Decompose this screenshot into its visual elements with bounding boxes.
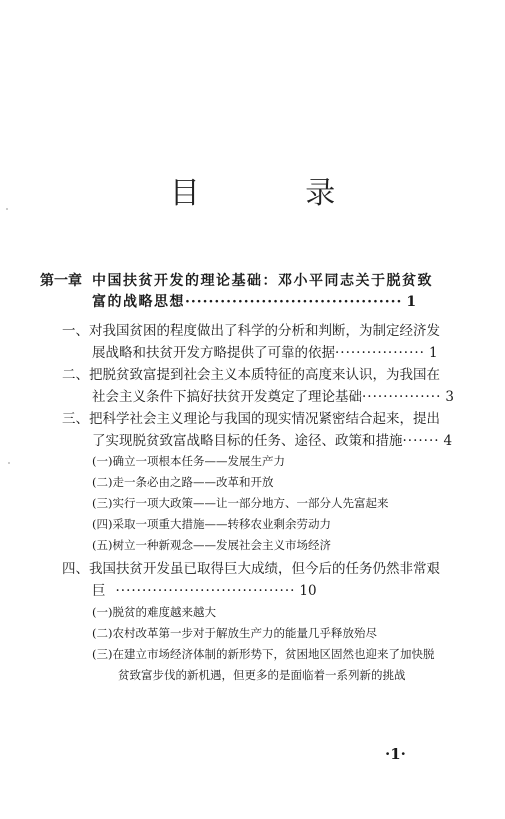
page-number: 4 xyxy=(443,433,453,449)
chapter-label: 第一章 xyxy=(40,273,82,289)
scan-speck xyxy=(6,208,8,210)
page-title: 目 录 xyxy=(169,176,384,211)
toc-entry-2-line1: 二、把脱贫致富提到社会主义本质特征的高度来认识，为我国在 xyxy=(62,367,440,383)
scan-speck xyxy=(8,462,10,464)
toc-subentry: (五)树立一种新观念——发展社会主义市场经济 xyxy=(92,538,331,552)
toc-entry-3-line2: 了实现脱贫致富战略目标的任务、途径、政策和措施······· 4 xyxy=(92,433,453,449)
page-number: 3 xyxy=(445,389,454,405)
toc-entry-3-line1: 三、把科学社会主义理论与我国的现实情况紧密结合起来，提出 xyxy=(62,411,440,427)
toc-subentry: (一)确立一项根本任务——发展生产力 xyxy=(92,454,285,468)
leader-dots: ·································· xyxy=(115,583,296,599)
chapter-title-line1: 中国扶贫开发的理论基础：邓小平同志关于脱贫致 xyxy=(92,273,433,289)
toc-subentry: (二)农村改革第一步对于解放生产力的能量几乎释放殆尽 xyxy=(92,626,377,640)
toc-subentry: (三)实行一项大政策——让一部分地方、一部分人先富起来 xyxy=(92,496,389,510)
toc-subentry: (一)脱贫的难度越来越大 xyxy=(92,605,216,619)
leader-dots: ····································· xyxy=(185,294,403,310)
page-number: 10 xyxy=(299,583,317,599)
toc-entry-4-line2: 巨 ·································· 10 xyxy=(92,583,317,599)
leader-dots: ······· xyxy=(402,433,440,449)
toc-entry-2-line2: 社会主义条件下搞好扶贫开发奠定了理论基础··············· 3 xyxy=(92,389,454,405)
toc-subentry: (三)在建立市场经济体制的新形势下，贫困地区固然也迎来了加快脱 xyxy=(92,647,435,661)
page-folio: ·1· xyxy=(385,745,406,763)
toc-subentry-continued: 贫致富步伐的新机遇，但更多的是面临着一系列新的挑战 xyxy=(118,668,406,682)
chapter-title-line2: 富的战略思想····································· 1 xyxy=(92,294,418,310)
page-number: 1 xyxy=(428,345,438,361)
leader-dots: ··············· xyxy=(362,389,442,405)
toc-subentry: (四)采取一项重大措施——转移农业剩余劳动力 xyxy=(92,517,331,531)
leader-dots: ················· xyxy=(335,345,425,361)
toc-subentry: (二)走一条必由之路——改革和开放 xyxy=(92,475,274,489)
toc-entry-4-line1: 四、我国扶贫开发虽已取得巨大成绩，但今后的任务仍然非常艰 xyxy=(62,561,440,577)
toc-entry-1-line1: 一、对我国贫困的程度做出了科学的分析和判断，为制定经济发 xyxy=(62,323,440,339)
toc-entry-1-line2: 展战略和扶贫开发方略提供了可靠的依据················· 1 xyxy=(92,345,438,361)
page-number: 1 xyxy=(406,294,418,310)
